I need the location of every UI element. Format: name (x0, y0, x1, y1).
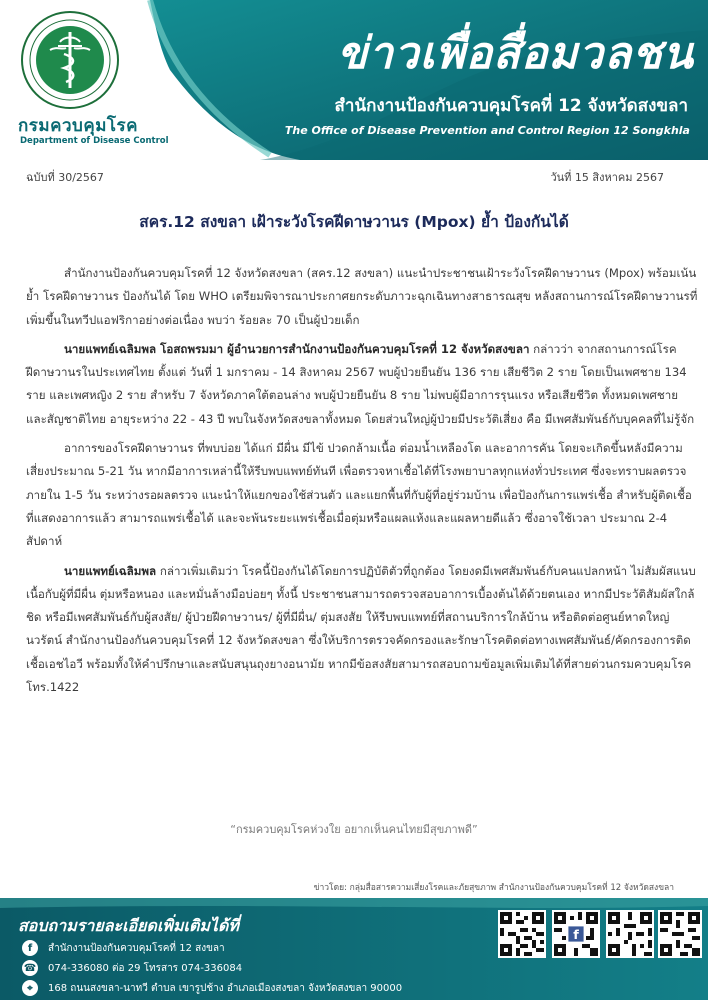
banner-subtitle-thai: สำนักงานป้องกันควบคุมโรคที่ 12 จังหวัดสงขลา (334, 96, 688, 116)
qr-code-facebook[interactable] (552, 910, 600, 958)
page-title: สคร.12 สงขลา เฝ้าระวังโรคฝีดาษวานร (Mpox) ย้ำ ป้องกันได้ (139, 213, 569, 231)
slogan: “กรมควบคุมโรคห่วงใย อยากเห็นคนไทยมีสุขภาพดี” (230, 823, 478, 836)
footer-title: สอบถามรายละเอียดเพิ่มเติมได้ที่ (18, 916, 239, 935)
article-body (26, 262, 698, 705)
paragraph-4 (26, 560, 698, 700)
qr-code-1[interactable] (498, 910, 546, 958)
phone-icon: ☎ (22, 960, 38, 976)
banner-subtitle-english: The Office of Disease Prevention and Control Region 12 Songkhla (284, 124, 690, 137)
issue-date: วันที่ 15 สิงหาคม 2567 (550, 171, 664, 184)
paragraph-2-text: กล่าวว่า จากสถานการณ์โรคฝีดาษวานรในประเทศไทย ตั้งแต่ วันที่ 1 มกราคม - 14 สิงหาคม 2567 พบผู้ป่วยยืนยัน 136 ราย เสียชีวิต 2 ราย โดยเป็นเพศชาย 134 ราย และเพศหญิง 2 ราย สำหรับ 7 จังหวัดภาคใต้ตอนล่าง พบผู้ป่วยยืนยัน 8 ราย ไม่พบผู้มีอาการรุนแรง หรือเสียชีวิต ทั้งหมดเพศชาย และสัญชาติไทย อายุระหว่าง 22 - 43 ปี พบในจังหวัดสงขลาทั้งหมด โดยส่วนใหญ่ผู้ป่วยมีประวัติเสี่ยง คือ มีเพศสัมพันธ์กับบุคคลที่ไม่รู้จัก (26, 341, 695, 426)
footer-facebook[interactable] (22, 940, 225, 956)
banner-title: ข่าวเพื่อสื่อมวลชน (337, 28, 694, 79)
paragraph-3 (26, 437, 698, 553)
paragraph-2 (26, 338, 698, 431)
news-credit: ข่าวโดย: กลุ่มสื่อสารความเสี่ยงโรคและภัยสุขภาพ สำนักงานป้องกันควบคุมโรคที่ 12 จังหวัดสงขลา (313, 883, 674, 893)
qr-facebook-label: f (573, 928, 579, 944)
paragraph-4-text: กล่าวเพิ่มเติมว่า โรคนี้ป้องกันได้โดยการปฏิบัติตัวที่ถูกต้อง โดยงดมีเพศสัมพันธ์กับคนแปลกหน้า ไม่สัมผัสแนบเนื้อกับผู้ที่มีผื่น ตุ่มหรือหนอง และหมั่นล้างมือบ่อยๆ ทั้งนี้ ประชาชนสามารถตรวจสอบอาการเบื้องต้นได้ด้วยตนเอง หากมีประวัติสัมผัสใกล้ชิด หรือมีเพศสัมพันธ์กับผู้สงสัย/ ผู้ป่วยฝีดาษวานร/ ผู้ที่มีผื่น/ ตุ่มสงสัย ให้รีบพบแพทย์ที่สถานบริการใกล้บ้าน หรือติดต่อศูนย์หาดใหญ่นวรัตน์ สำนักงานป้องกันควบคุมโรคที่ 12 จังหวัดสงขลา ซึ่งให้บริการตรวจคัดกรองและรักษาโรคติดต่อทางเพศสัมพันธ์/คัดกรองการติดเชื้อเอชไอวี พร้อมทั้งให้คำปรึกษาและสนับสนุนถุงยางอนามัย หากมีข้อสงสัยสามารถสอบถามข้อมูลเพิ่มเติมได้ที่สายด่วนกรมควบคุมโรค โทร.1422 (26, 563, 696, 695)
paragraph-1 (26, 262, 698, 332)
footer-contact (0, 898, 708, 1000)
facebook-icon: f (22, 940, 38, 956)
footer-phone[interactable] (22, 960, 242, 976)
ministry-logo (20, 10, 120, 110)
paragraph-1-text: สำนักงานป้องกันควบคุมโรคที่ 12 จังหวัดสงขลา (สคร.12 สงขลา) แนะนำประชาชนเฝ้าระวังโรคฝีดาษวานร (Mpox) พร้อมเน้นย้ำ โรคฝีดาษวานร ป้องกันได้ โดย WHO เตรียมพิจารณาประกาศยกระดับภาวะฉุกเฉินทางสาธารณสุข หลังสถานการณ์โรคฝีดาษวานรที่เพิ่มขึ้นในทวีปแอฟริกาอย่างต่อเนื่อง พบว่า ร้อยละ 70 เป็นผู้ป่วยเด็ก (26, 266, 698, 327)
issue-number: ฉบับที่ 30/2567 (26, 171, 104, 184)
paragraph-2-speaker: นายแพทย์เฉลิมพล โอสถพรมมา ผู้อำนวยการสำนักงานป้องกันควบคุมโรคที่ 12 จังหวัดสงขลา (64, 341, 530, 356)
address-text: 168 ถนนสงขลา-นาทวี ตำบล เขารูปช้าง อำเภอเมืองสงขลา จังหวัดสงขลา 90000 (48, 982, 403, 994)
facebook-text: สำนักงานป้องกันควบคุมโรคที่ 12 สงขลา (48, 942, 225, 954)
department-name-english: Department of Disease Control (20, 136, 169, 146)
qr-code-4[interactable] (658, 910, 702, 958)
header-banner (0, 0, 708, 160)
location-icon: ⌖ (22, 980, 38, 996)
paragraph-3-text: อาการของโรคฝีดาษวานร ที่พบบ่อย ได้แก่ มีผื่น มีไข้ ปวดกล้ามเนื้อ ต่อมน้ำเหลืองโต และอาการคัน โดยจะเกิดขึ้นหลังมีความเสี่ยงประมาณ 5-21 วัน หากมีอาการเหล่านี้ให้รีบพบแพทย์ทันที เพื่อตรวจหาเชื้อได้ที่โรงพยาบาลทุกแห่งทั่วประเทศ ซึ่งจะทราบผลตรวจภายใน 1-5 วัน ระหว่างรอผลตรวจ แนะนำให้แยกของใช้ส่วนตัว และแยกพื้นที่กับผู้ที่อยู่ร่วมบ้าน เพื่อป้องกันการแพร่เชื้อ สำหรับผู้ติดเชื้อที่แสดงอาการแล้ว สามารถแพร่เชื้อได้ และจะพ้นระยะแพร่เชื้อเมื่อตุ่มหรือแผลแห้งและแผลหายดีแล้ว ซึ่งอาจใช้เวลา ประมาณ 2-4 สัปดาห์ (26, 441, 692, 549)
phone-text: 074-336080 ต่อ 29 โทรสาร 074-336084 (48, 962, 243, 974)
footer-address (22, 980, 402, 996)
paragraph-4-speaker: นายแพทย์เฉลิมพล (64, 563, 157, 578)
qr-code-3[interactable] (606, 910, 654, 958)
department-name-thai: กรมควบคุมโรค (18, 116, 139, 136)
